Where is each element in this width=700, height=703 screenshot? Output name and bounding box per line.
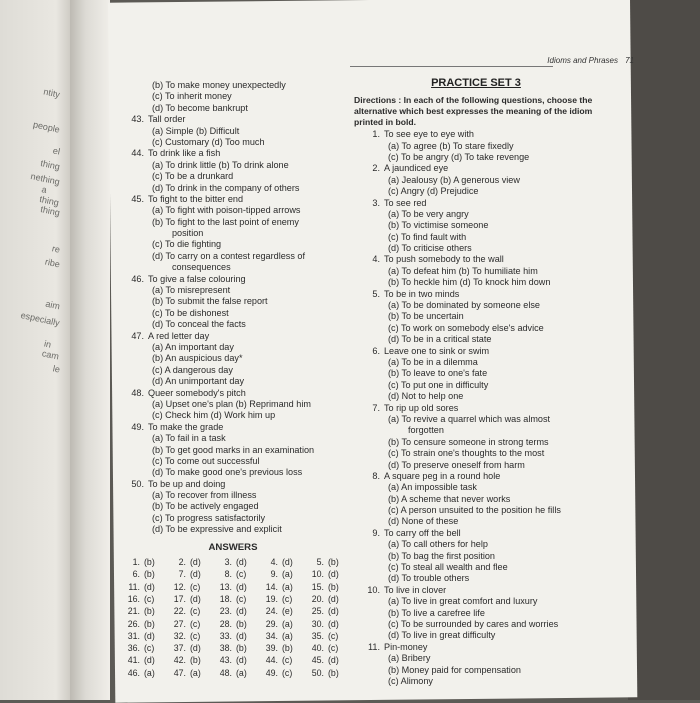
answer-choice: (b) xyxy=(190,655,201,666)
option-text: (b) To censure someone in strong terms xyxy=(388,436,549,447)
running-title: Idioms and Phrases xyxy=(547,56,618,65)
answer-choice: (d) xyxy=(236,655,247,666)
question-list-left xyxy=(118,80,348,536)
option-text: (b) To be uncertain xyxy=(388,311,464,322)
left-column xyxy=(118,80,348,679)
answer-number: 5. xyxy=(316,557,324,568)
left-page-fragment: thing xyxy=(39,204,61,218)
left-page-fragment: le xyxy=(52,363,61,375)
question-text: To live in clover xyxy=(384,584,447,595)
answer-number: 19. xyxy=(265,593,278,604)
answer-number: 30. xyxy=(311,618,324,629)
directions-text: Directions : In each of the following questions, choose the alternative which best expresses the meaning of the idiom printed in bold. xyxy=(354,95,593,127)
option-text: (d) To trouble others xyxy=(388,573,470,584)
option-text: (d) To become bankrupt xyxy=(152,102,248,113)
answer-number: 10. xyxy=(311,569,324,580)
answer-number: 2. xyxy=(178,557,186,568)
answer-choice: (b) xyxy=(144,569,155,580)
option-text: (b) To leave to one's fate xyxy=(388,368,488,379)
option-text: (c) A person unsuited to the position he fills xyxy=(388,505,561,516)
left-page-fragment: ntity xyxy=(42,86,61,100)
answer-choice: (c) xyxy=(190,630,201,641)
option-text: (c) To be a drunkard xyxy=(152,171,234,182)
question-text: Queer somebody's pitch xyxy=(148,387,246,398)
answer-choice: (d) xyxy=(144,630,155,641)
question-text: A square peg in a round hole xyxy=(384,470,501,481)
answer-number: 31. xyxy=(127,630,140,641)
question-item xyxy=(118,388,348,399)
question-item xyxy=(354,254,598,265)
option-text: (b) To victimise someone xyxy=(388,220,489,231)
option-text: (a) To live in great comfort and luxury xyxy=(388,596,538,607)
option-text: (c) Alimony xyxy=(388,675,433,686)
question-text: To push somebody to the wall xyxy=(384,254,504,265)
option-text: (b) To get good marks in an examination xyxy=(152,444,315,455)
option-text: (b) To submit the false report xyxy=(152,296,268,307)
question-item xyxy=(354,642,598,653)
left-page-fragment: thing xyxy=(39,158,61,172)
question-item xyxy=(354,129,598,140)
answer-row xyxy=(118,618,348,630)
question-number: 1. xyxy=(372,129,380,140)
option-text: (c) To die fighting xyxy=(152,239,222,250)
option-continuation: consequences xyxy=(172,262,231,273)
question-number: 44. xyxy=(131,148,144,159)
option-text: (c) Customary (d) Too much xyxy=(152,136,265,147)
option-text: (d) To drink in the company of others xyxy=(152,182,300,193)
option-text: (a) To revive a quarrel which was almost xyxy=(388,413,551,424)
question-text: Leave one to sink or swim xyxy=(384,345,490,356)
left-page-fragment: people xyxy=(32,119,61,135)
question-text: To carry off the bell xyxy=(384,527,461,538)
option-text: (c) Angry (d) Prejudice xyxy=(388,186,479,197)
option-text: (a) To recover from illness xyxy=(152,490,257,501)
answer-number: 21. xyxy=(127,606,140,617)
answer-choice: (d) xyxy=(328,655,339,666)
left-page-fragment: a thing xyxy=(38,184,60,208)
answer-number: 20. xyxy=(311,593,324,604)
answer-number: 4. xyxy=(270,557,278,568)
answer-number: 6. xyxy=(132,569,140,580)
option-text: (a) An impossible task xyxy=(388,482,477,493)
answer-number: 33. xyxy=(219,630,232,641)
answer-choice: (d) xyxy=(328,593,339,604)
answer-number: 44. xyxy=(265,655,278,666)
question-text: To see eye to eye with xyxy=(384,129,474,140)
option-text: (c) To progress satisfactorily xyxy=(152,512,266,523)
question-number: 46. xyxy=(131,273,144,284)
answer-choice: (d) xyxy=(144,581,155,592)
answer-row xyxy=(118,593,348,605)
option-text: (b) An auspicious day* xyxy=(152,353,243,364)
answer-number: 14. xyxy=(265,581,278,592)
answer-choice: (c) xyxy=(282,593,293,604)
answer-row xyxy=(118,556,348,568)
question-item xyxy=(354,471,598,482)
answer-number: 43. xyxy=(219,655,232,666)
option-text: (a) To drink little (b) To drink alone xyxy=(152,159,289,170)
answer-number: 22. xyxy=(173,606,186,617)
answer-choice: (b) xyxy=(328,581,339,592)
header-rule xyxy=(350,66,553,67)
answer-choice: (a) xyxy=(236,667,247,678)
option-text: (d) Not to help one xyxy=(388,391,464,402)
answer-choice: (c) xyxy=(236,593,247,604)
question-item xyxy=(118,148,348,159)
option-text: (c) To work on somebody else's advice xyxy=(388,322,544,333)
answer-choice: (b) xyxy=(144,606,155,617)
question-item xyxy=(118,331,348,342)
option-text: (c) To be dishonest xyxy=(152,307,229,318)
answer-row xyxy=(118,654,348,666)
answer-choice: (a) xyxy=(282,618,293,629)
answer-number: 15. xyxy=(311,581,324,592)
answer-choice: (d) xyxy=(282,557,293,568)
option-text: (b) To live a carefree life xyxy=(388,607,485,618)
answer-number: 49. xyxy=(265,667,278,678)
option-text: (a) To misrepresent xyxy=(152,285,231,296)
question-item xyxy=(118,194,348,205)
answer-choice: (b) xyxy=(236,643,247,654)
option-text: (c) To come out successful xyxy=(152,455,260,466)
option-text: (c) To be angry (d) To take revenge xyxy=(388,151,530,162)
question-number: 45. xyxy=(131,193,144,204)
question-text: To rip up old sores xyxy=(384,402,459,413)
answer-row xyxy=(118,568,348,580)
answer-choice: (c) xyxy=(144,643,155,654)
option-continuation: forgotten xyxy=(408,425,444,436)
answer-number: 13. xyxy=(219,581,232,592)
question-number: 48. xyxy=(131,387,144,398)
option-text: (a) To be dominated by someone else xyxy=(388,300,540,311)
answers-title: ANSWERS xyxy=(208,541,258,553)
question-number: 6. xyxy=(372,345,380,356)
question-text: Pin-money xyxy=(384,641,428,652)
option-text: (b) To be actively engaged xyxy=(152,501,259,512)
option-text: (d) To criticise others xyxy=(388,243,472,254)
answer-number: 35. xyxy=(311,630,324,641)
option-text: (b) Money paid for compensation xyxy=(388,664,521,675)
answer-row xyxy=(118,642,348,654)
answer-choice: (a) xyxy=(282,581,293,592)
answer-row xyxy=(118,667,348,679)
answer-number: 18. xyxy=(219,593,232,604)
answer-choice: (d) xyxy=(144,655,155,666)
question-number: 4. xyxy=(372,254,380,265)
option-text: (d) None of these xyxy=(388,516,459,527)
option-text: (b) A scheme that never works xyxy=(388,493,511,504)
option-text: (b) To heckle him (d) To knock him down xyxy=(388,277,551,288)
option-text: (a) Jealousy (b) A generous view xyxy=(388,174,520,185)
answer-choice: (a) xyxy=(282,569,293,580)
option-text: (c) To put one in difficulty xyxy=(388,379,489,390)
left-page-fragment: in cam xyxy=(41,338,60,362)
answer-number: 9. xyxy=(270,569,278,580)
answer-number: 12. xyxy=(173,581,186,592)
option-text: (c) To steal all wealth and flee xyxy=(388,562,508,573)
option-text: (b) To bag the first position xyxy=(388,550,495,561)
question-text: Tall order xyxy=(148,114,186,125)
option-text: (a) To be very angry xyxy=(388,208,469,219)
question-item xyxy=(118,479,348,490)
answer-choice: (d) xyxy=(328,569,339,580)
answer-number: 7. xyxy=(178,569,186,580)
question-text: To be up and doing xyxy=(148,478,226,489)
answer-choice: (b) xyxy=(282,643,293,654)
option-continuation: position xyxy=(172,228,204,239)
answer-choice: (c) xyxy=(328,643,339,654)
question-number: 7. xyxy=(372,402,380,413)
answer-choice: (c) xyxy=(236,569,247,580)
question-text: To drink like a fish xyxy=(148,148,221,159)
option-text: (d) To carry on a contest regardless of xyxy=(152,250,305,261)
option-text: (a) Upset one's plan (b) Reprimand him xyxy=(152,398,311,409)
answer-choice: (c) xyxy=(328,630,339,641)
question-text: A red letter day xyxy=(148,330,210,341)
answer-choice: (d) xyxy=(190,643,201,654)
question-item xyxy=(354,163,598,174)
answer-choice: (e) xyxy=(282,606,293,617)
answer-row xyxy=(118,581,348,593)
answer-number: 27. xyxy=(173,618,186,629)
question-item xyxy=(354,528,598,539)
answer-choice: (b) xyxy=(144,557,155,568)
answer-number: 37. xyxy=(173,643,186,654)
answer-choice: (c) xyxy=(190,618,201,629)
question-list-right xyxy=(354,129,598,687)
answer-choice: (b) xyxy=(328,557,339,568)
question-text: To make the grade xyxy=(148,421,224,432)
option-text: (a) Simple (b) Difficult xyxy=(152,125,240,136)
answer-choice: (a) xyxy=(190,667,201,678)
left-page-fragment: re xyxy=(51,243,61,255)
option-text: (c) To strain one's thoughts to the most xyxy=(388,448,545,459)
question-item xyxy=(354,585,598,596)
answer-choice: (c) xyxy=(282,655,293,666)
option-text: (d) To conceal the facts xyxy=(152,319,246,330)
left-page-fragment: ribe xyxy=(44,256,61,270)
option-text: (c) Check him (d) Work him up xyxy=(152,410,276,421)
answer-choice: (b) xyxy=(144,618,155,629)
left-page-fragment: nething xyxy=(29,171,61,187)
answer-number: 29. xyxy=(265,618,278,629)
answer-number: 38. xyxy=(219,643,232,654)
answer-number: 16. xyxy=(127,593,140,604)
answer-number: 8. xyxy=(224,569,232,580)
answer-choice: (d) xyxy=(236,557,247,568)
answer-choice: (d) xyxy=(190,557,201,568)
option-text: (c) To find fault with xyxy=(388,231,467,242)
answer-choice: (c) xyxy=(144,593,155,604)
answer-number: 28. xyxy=(219,618,232,629)
answer-choice: (d) xyxy=(236,581,247,592)
answer-choice: (b) xyxy=(328,667,339,678)
book-gutter xyxy=(70,0,110,700)
question-number: 8. xyxy=(372,470,380,481)
answer-number: 24. xyxy=(265,606,278,617)
answer-choice: (d) xyxy=(236,630,247,641)
answer-number: 42. xyxy=(173,655,186,666)
question-number: 49. xyxy=(131,421,144,432)
option-text: (b) To fight to the last point of enemy xyxy=(152,216,299,227)
answer-number: 39. xyxy=(265,643,278,654)
question-number: 11. xyxy=(368,641,380,652)
question-item xyxy=(118,114,348,125)
answer-number: 48. xyxy=(219,667,232,678)
option-text: (d) To make good one's previous loss xyxy=(152,467,303,478)
answer-choice: (d) xyxy=(236,606,247,617)
right-column xyxy=(354,76,598,687)
question-number: 9. xyxy=(372,527,380,538)
question-item xyxy=(118,274,348,285)
answers-table xyxy=(118,556,348,679)
question-item xyxy=(354,289,598,300)
answer-number: 17. xyxy=(173,593,186,604)
option-text: (a) Bribery xyxy=(388,653,431,664)
question-number: 5. xyxy=(372,288,380,299)
answer-choice: (a) xyxy=(144,667,155,678)
answer-number: 50. xyxy=(311,667,324,678)
question-number: 47. xyxy=(131,330,144,341)
background-surface xyxy=(628,0,700,700)
question-number: 10. xyxy=(367,584,380,595)
question-text: A jaundiced eye xyxy=(384,163,449,174)
question-number: 3. xyxy=(372,197,380,208)
question-number: 43. xyxy=(131,114,144,125)
question-text: To fight to the bitter end xyxy=(148,193,244,204)
answer-number: 25. xyxy=(311,606,324,617)
option-text: (c) To be surrounded by cares and worries xyxy=(388,618,559,629)
question-item xyxy=(354,346,598,357)
answer-row xyxy=(118,605,348,617)
question-number: 50. xyxy=(131,478,144,489)
answer-number: 45. xyxy=(311,655,324,666)
option-text: (a) To fail in a task xyxy=(152,433,226,444)
answer-number: 41. xyxy=(127,655,140,666)
option-text: (a) To defeat him (b) To humiliate him xyxy=(388,265,538,276)
answer-number: 34. xyxy=(265,630,278,641)
answer-number: 1. xyxy=(132,557,140,568)
question-item xyxy=(354,403,598,414)
answer-number: 23. xyxy=(219,606,232,617)
question-text: To give a false colouring xyxy=(148,273,246,284)
option-text: (d) To be expressive and explicit xyxy=(152,524,282,535)
answer-number: 36. xyxy=(127,643,140,654)
answer-choice: (d) xyxy=(328,606,339,617)
option-text: (a) To call others for help xyxy=(388,539,488,550)
answer-choice: (a) xyxy=(282,630,293,641)
option-text: (a) To be in a dilemma xyxy=(388,357,478,367)
answer-number: 3. xyxy=(224,557,232,568)
practice-set-title: PRACTICE SET 3 xyxy=(431,77,521,89)
option-text: (b) To make money unexpectedly xyxy=(152,80,286,90)
answer-choice: (d) xyxy=(190,593,201,604)
answer-choice: (c) xyxy=(190,581,201,592)
answer-number: 32. xyxy=(173,630,186,641)
left-page-edge xyxy=(0,0,70,700)
option-text: (c) A dangerous day xyxy=(152,364,233,375)
answer-number: 40. xyxy=(311,643,324,654)
question-number: 2. xyxy=(372,163,380,174)
question-item xyxy=(118,422,348,433)
option-text: (d) To be in a critical state xyxy=(388,334,492,345)
question-text: To be in two minds xyxy=(384,288,460,299)
answer-number: 46. xyxy=(127,667,140,678)
option-text: (d) To preserve oneself from harm xyxy=(388,459,525,470)
answer-row xyxy=(118,630,348,642)
answer-choice: (d) xyxy=(328,618,339,629)
option-text: (a) To fight with poison-tipped arrows xyxy=(152,205,301,216)
left-page-fragment: el xyxy=(52,145,61,157)
option-text: (d) To live in great difficulty xyxy=(388,630,496,641)
option-text: (c) To inherit money xyxy=(152,91,232,102)
answer-number: 11. xyxy=(128,581,140,592)
answer-choice: (b) xyxy=(236,618,247,629)
left-page-fragment: especially xyxy=(19,309,61,329)
answer-choice: (d) xyxy=(190,569,201,580)
answer-choice: (c) xyxy=(190,606,201,617)
option-text: (d) An unimportant day xyxy=(152,376,244,387)
page-number: 71 xyxy=(625,56,634,65)
answer-number: 26. xyxy=(127,618,140,629)
option-text: (a) An important day xyxy=(152,341,234,352)
answer-choice: (c) xyxy=(282,667,293,678)
question-text: To see red xyxy=(384,197,427,208)
answer-number: 47. xyxy=(173,667,186,678)
option-text: (a) To agree (b) To stare fixedly xyxy=(388,140,514,151)
left-page-fragment: aim xyxy=(44,298,61,312)
question-item xyxy=(354,198,598,209)
